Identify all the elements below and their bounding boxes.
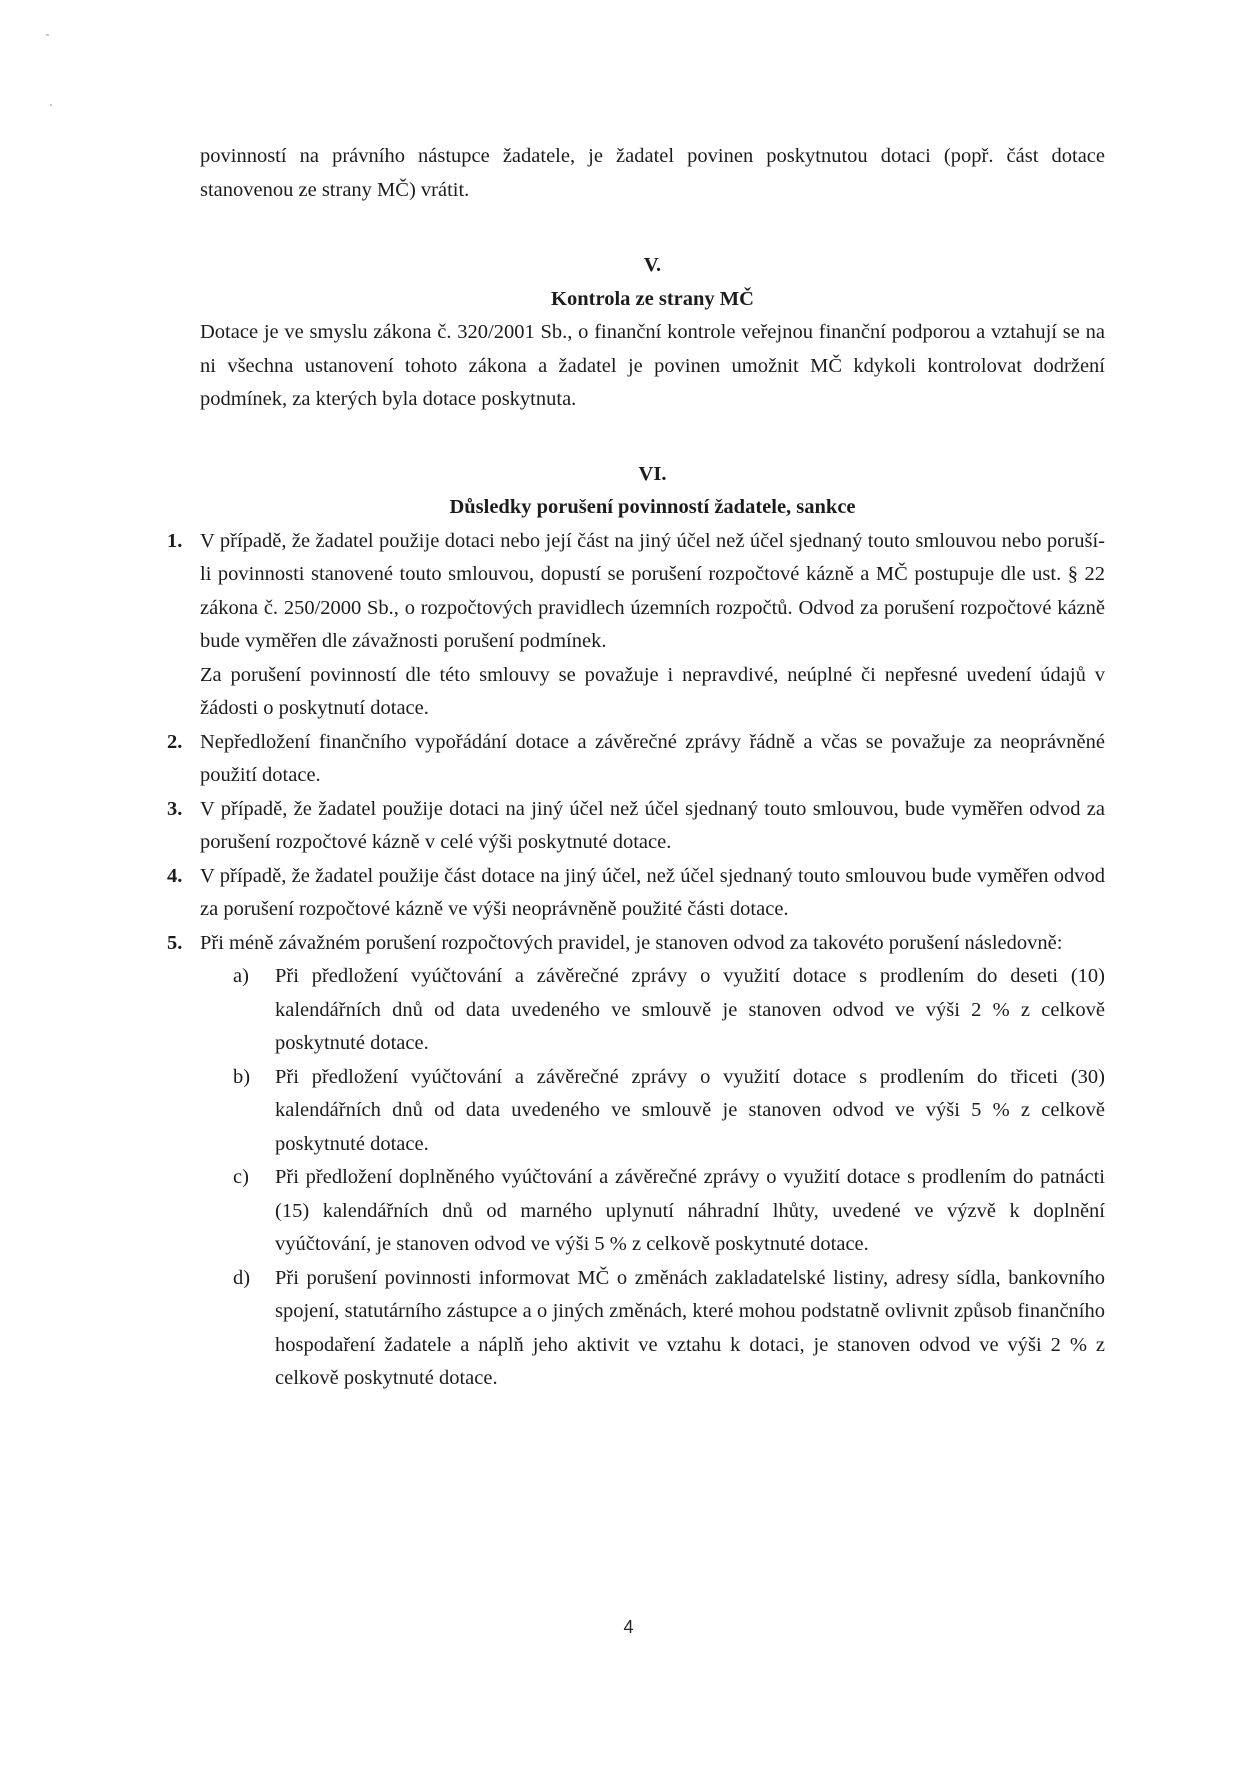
sub-list-item <box>233 1262 1105 1396</box>
list-item-text: V případě, že žadatel použije část dotace na jiný účel, než účel sjednaný touto smlouvou bude vyměřen odvod za porušení rozpočtové kázně ve výši neoprávněně použité části dotace. <box>200 864 1105 920</box>
sub-list-item-text: Při předložení vyúčtování a závěrečné zprávy o využití dotace s prodlením do třiceti (30) kalendářních dnů od data uvedeného ve smlouvě je stanoven odvod ve výši 5 % z celkově poskytnuté dotace. <box>275 1065 1105 1155</box>
list-item <box>167 525 1105 726</box>
list-item <box>167 927 1105 1396</box>
list-item-text: Nepředložení finančního vypořádání dotace a závěrečné zprávy řádně a včas se považuje za neoprávněné použití dotace. <box>200 730 1105 786</box>
scan-speck <box>50 104 52 106</box>
list-item-text: V případě, že žadatel použije dotaci nebo její část na jiný účel než účel sjednaný touto smlouvou nebo poruší-li povinnosti stanovené touto smlouvou, dopustí se porušení rozpočtové kázně a MČ postupuje dle ust. § 22 zákona č. 250/2000 Sb., o rozpočtových pravidlech územních rozpočtů. Odvod za porušení rozpočtové kázně bude vyměřen dle závažnosti porušení podmínek. <box>200 529 1105 652</box>
section-5-number: V. <box>643 254 662 276</box>
sub-list <box>233 960 1105 1396</box>
list-item-number: 5. <box>167 931 183 954</box>
list-item <box>167 860 1105 927</box>
sub-list-item <box>233 1061 1105 1162</box>
sub-list-item-text: Při předložení doplněného vyúčtování a závěrečné zprávy o využití dotace s prodlením do patnácti (15) kalendářních dnů od marného uplynutí náhradní lhůty, uvedené ve výzvě k doplnění vyúčtování, je stanoven odvod ve výši 5 % z celkově poskytnuté dotace. <box>275 1166 1105 1255</box>
scan-speck <box>46 34 49 36</box>
page-number: 4 <box>623 1617 634 1637</box>
sub-list-item <box>233 960 1105 1061</box>
sub-list-item-text: Při předložení vyúčtování a závěrečné zprávy o využití dotace s prodlením do deseti (10) kalendářních dnů od data uvedeného ve smlouvě je stanoven odvod ve výši 2 % z celkově poskytnuté dotace. <box>275 965 1105 1054</box>
list-item <box>167 793 1105 860</box>
list-item-text: Při méně závažném porušení rozpočtových pravidel, je stanoven odvod za takovéto porušení následovně: <box>200 931 1063 954</box>
list-item-text: V případě, že žadatel použije dotaci na jiný účel než účel sjednaný touto smlouvou, bude vyměřen odvod za porušení rozpočtové kázně v celé výši poskytnuté dotace. <box>200 797 1105 853</box>
section-5-title: Kontrola ze strany MČ <box>551 287 754 310</box>
section-6-number: VI. <box>638 462 667 485</box>
list-item-number: 1. <box>167 529 183 552</box>
sub-list-item-letter: a) <box>233 965 249 987</box>
section-6-title: Důsledky porušení povinností žadatele, sankce <box>449 496 856 518</box>
sub-list-item-text: Při porušení povinnosti informovat MČ o změnách zakladatelské listiny, adresy sídla, bankovního spojení, statutárního zástupce a o jiných změnách, které mohou podstatně ovlivnit způsob finančního hospodaření žadatele a náplň jeho aktivit ve vztahu k dotaci, je stanoven odvod ve výši 2 % z celkově poskytnuté dotace. <box>275 1266 1105 1389</box>
intro-paragraph: povinností na právního nástupce žadatele, je žadatel povinen poskytnutou dotaci (popř. část dotace stanovenou ze strany MČ) vrátit. <box>200 145 1105 201</box>
sub-list-item-letter: b) <box>233 1065 251 1088</box>
section-5-text: Dotace je ve smyslu zákona č. 320/2001 Sb., o finanční kontrole veřejnou finanční podporou a vztahují se na ni všechna ustanovení tohoto zákona a žadatel je povinen umožnit MČ kdykoli kontrolovat dodržení podmínek, za kterých byla dotace poskytnuta. <box>200 321 1105 410</box>
sub-list-item-letter: d) <box>233 1266 251 1289</box>
list-item-number: 2. <box>167 730 183 753</box>
list-item-number: 3. <box>167 797 183 820</box>
sub-list-item-letter: c) <box>233 1166 249 1188</box>
sanctions-list <box>167 525 1105 1396</box>
list-item-number: 4. <box>167 864 183 887</box>
list-item-extra-text: Za porušení povinností dle této smlouvy se považuje i nepravdivé, neúplné či nepřesné uvedení údajů v žádosti o poskytnutí dotace. <box>200 663 1105 719</box>
document-body <box>167 140 1105 1396</box>
list-item <box>167 726 1105 793</box>
sub-list-item <box>233 1161 1105 1262</box>
